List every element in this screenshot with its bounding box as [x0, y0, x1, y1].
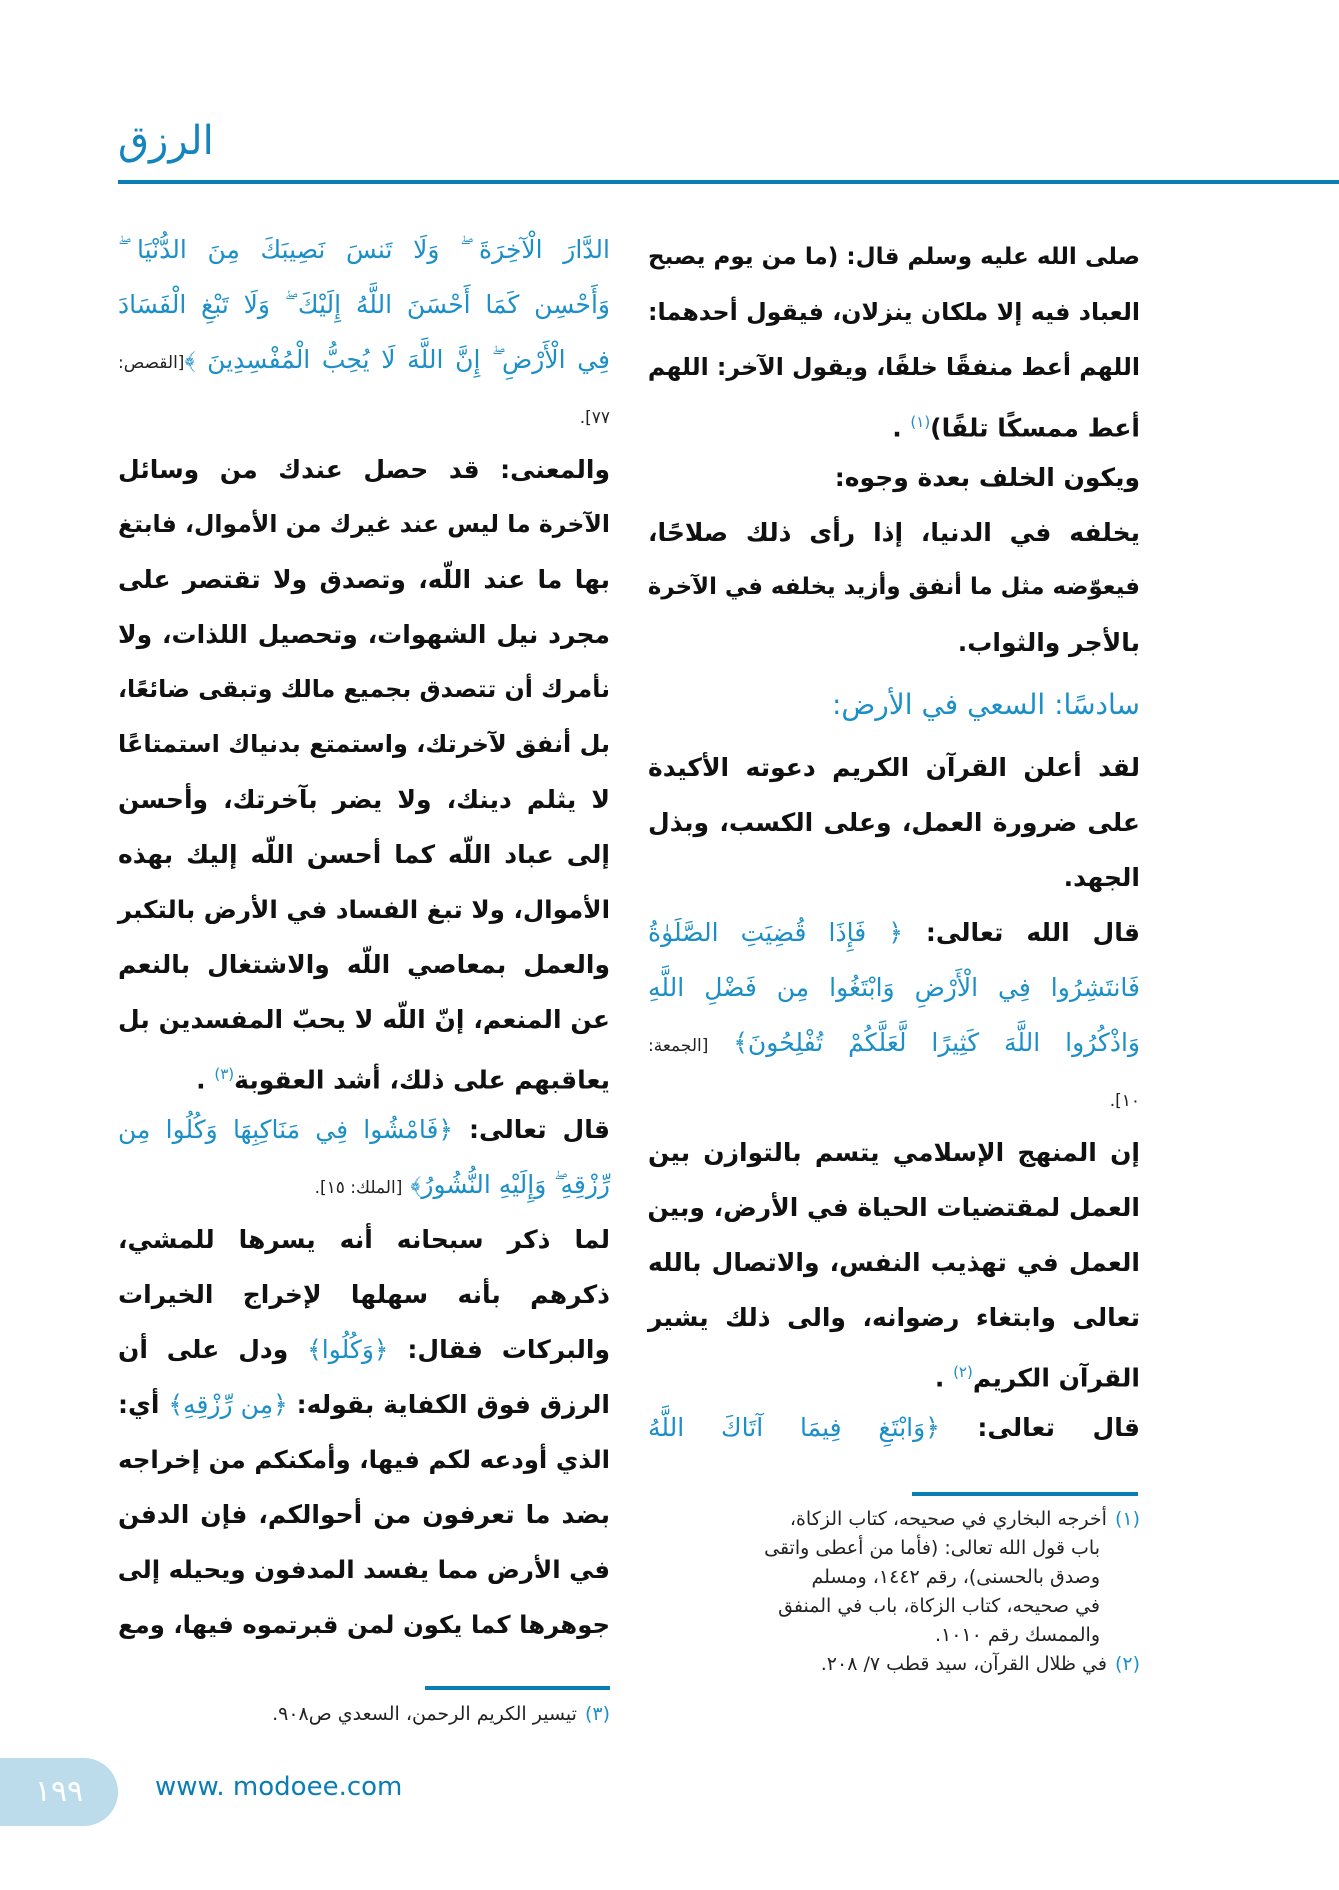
quran-verse: فِي الْأَرْضِ ۖ إِنَّ اللَّهَ لَا يُحِبُّ الْمُفْسِدِينَ ﴾ — [184, 345, 610, 374]
text-segment: بها ما عند اللّه، وتصدق ولا تقتصر على — [118, 565, 610, 594]
verse-reference: ٧٧]. — [579, 408, 610, 428]
footnote-separator — [912, 1492, 1138, 1496]
text-line — [648, 450, 1140, 505]
text-line — [118, 1597, 610, 1652]
footnote-text: تيسير الكريم الرحمن، السعدي ص٩٠٨. — [272, 1703, 577, 1725]
footnote-number: (٣) — [584, 1703, 610, 1725]
verse-reference: [القصص: — [118, 353, 185, 373]
text-line — [648, 560, 1140, 615]
footnote-text: والممسك رقم ١٠١٠. — [934, 1624, 1100, 1646]
footnote-line — [648, 1650, 1140, 1679]
quran-verse: ﴿وَكُلُوا﴾ — [307, 1335, 389, 1364]
text-segment: والعمل بمعاصي اللّه والاشتغال بالنعم — [118, 950, 610, 979]
text-line — [118, 717, 610, 772]
footnote-separator — [425, 1686, 610, 1690]
text-segment: فيعوّضه مثل ما أنفق وأزيد يخلفه في الآخرة — [647, 574, 1140, 600]
footnote-line — [118, 1700, 610, 1729]
text-line — [118, 662, 610, 717]
text-segment: العباد فيه إلا ملكان ينزلان، فيقول أحدهما: — [648, 298, 1140, 326]
text-segment: صلى الله عليه وسلم قال: (ما من يوم يصبح — [648, 244, 1140, 270]
text-segment: لا يثلم دينك، ولا يضر بآخرتك، وأحسن — [118, 785, 610, 814]
text-line — [118, 827, 610, 882]
footnote-line — [648, 1563, 1140, 1592]
footnote-text: في ظلال القرآن، سيد قطب ٧/ ٢٠٨. — [820, 1653, 1107, 1675]
text-segment: لما ذكر سبحانه أنه يسرها للمشي، — [118, 1225, 610, 1254]
verse-reference: [الجمعة: — [648, 1036, 709, 1056]
footnote-marker: (١) — [910, 413, 931, 431]
text-line — [648, 960, 1140, 1015]
text-segment: اللهم أعط منفقًا خلفًا، ويقول الآخر: اللهم — [647, 353, 1140, 381]
text-segment: ودل على أن — [118, 1335, 308, 1364]
footnote-line — [648, 1592, 1140, 1621]
footnotes-right — [648, 1505, 1140, 1679]
quran-verse: ﴿وَابْتَغِ فِيمَا آتَاكَ اللَّهُ — [648, 1413, 940, 1442]
footnote-line — [648, 1621, 1140, 1650]
text-segment: تعالى وابتغاء رضوانه، والى ذلك يشير — [648, 1303, 1140, 1332]
quran-verse: ﴿فَامْشُوا فِي مَنَاكِبِهَا وَكُلُوا مِن — [118, 1115, 454, 1144]
text-segment: العمل لمقتضيات الحياة في الأرض، وبين — [647, 1193, 1140, 1222]
text-segment: قال تعالى: — [453, 1115, 610, 1144]
footnote-line — [648, 1505, 1140, 1534]
text-segment: على ضرورة العمل، وعلى الكسب، وبذل — [648, 808, 1140, 837]
text-line — [648, 1235, 1140, 1290]
footnote-line — [648, 1534, 1140, 1563]
footnote-text: باب قول الله تعالى: (فأما من أعطى واتقى — [764, 1537, 1100, 1559]
text-segment: سادسًا: السعي في الأرض: — [832, 688, 1140, 721]
chapter-title: الرزق — [118, 118, 214, 164]
text-line — [648, 395, 1140, 450]
text-segment: لقد أعلن القرآن الكريم دعوته الأكيدة — [648, 753, 1140, 782]
text-line — [118, 1157, 610, 1212]
footnote-number: (٢) — [1114, 1653, 1140, 1675]
text-line — [648, 1290, 1140, 1345]
text-segment: بل أنفق لآخرتك، واستمتع بدنياك استمتاعًا — [118, 730, 610, 758]
text-segment: في الأرض مما يفسد المدفون ويحيله إلى — [117, 1555, 610, 1584]
text-segment: القرآن الكريم — [972, 1363, 1140, 1393]
text-segment: قال الله تعالى: — [902, 918, 1140, 947]
text-line — [118, 1102, 610, 1157]
quran-verse: الدَّارَ الْآخِرَةَ ۖ وَلَا تَنسَ نَصِيبَكَ مِنَ الدُّنْيَا ۖ — [118, 235, 610, 264]
text-segment: ذكرهم بأنه سهلها لإخراج الخيرات — [118, 1280, 610, 1309]
text-line — [118, 1432, 610, 1487]
left-column — [118, 222, 610, 1652]
text-line — [648, 1400, 1140, 1455]
text-segment: نأمرك أن تتصدق بجميع مالك وتبقى ضائعًا، — [118, 675, 610, 703]
quran-verse: ﴿ فَإِذَا قُضِيَتِ الصَّلَوٰةُ — [648, 918, 903, 947]
footnote-text: وصدق بالحسنى)، رقم ١٤٤٢، ومسلم — [811, 1566, 1100, 1588]
text-segment: بضد ما تعرفون من أحوالكم، فإن الدفن — [118, 1500, 610, 1529]
text-segment: الآخرة ما ليس عند غيرك من الأموال، فابتغ — [118, 510, 610, 538]
text-line — [648, 740, 1140, 795]
text-segment: والمعنى: قد حصل عندك من وسائل — [118, 455, 610, 484]
text-segment: قال تعالى: — [939, 1413, 1141, 1442]
text-segment: الرزق فوق الكفاية بقوله: — [287, 1390, 611, 1419]
text-segment: ويكون الخلف بعدة وجوه: — [834, 463, 1140, 492]
text-segment: جوهرها كما يكون لمن قبرتموه فيها، ومع — [118, 1610, 610, 1639]
text-segment: إن المنهج الإسلامي يتسم بالتوازن بين — [648, 1138, 1140, 1167]
text-line — [118, 772, 610, 827]
text-line — [118, 1542, 610, 1597]
text-line — [118, 1047, 610, 1102]
text-line — [648, 1125, 1140, 1180]
text-segment: والبركات فقال: — [388, 1335, 611, 1364]
text-segment: الذي أودعه لكم فيها، وأمكنكم من إخراجه — [118, 1445, 610, 1474]
quran-verse: فَانتَشِرُوا فِي الْأَرْضِ وَابْتَغُوا مِن فَضْلِ اللَّهِ — [648, 973, 1140, 1002]
text-line — [118, 1377, 610, 1432]
quran-verse: وَأَحْسِن كَمَا أَحْسَنَ اللَّهُ إِلَيْكَ ۖ وَلَا تَبْغِ الْفَسَادَ — [118, 290, 610, 319]
text-segment: العمل في تهذيب النفس، والاتصال بالله — [648, 1248, 1140, 1277]
footnote-text: أخرجه البخاري في صحيحه، كتاب الزكاة، — [789, 1508, 1107, 1530]
text-line — [118, 992, 610, 1047]
text-line — [118, 1487, 610, 1542]
text-line — [648, 905, 1140, 960]
text-segment: إلى عباد اللّه كما أحسن اللّه إليك بهذه — [118, 840, 610, 869]
text-segment: يعاقبهم على ذلك، أشد العقوبة — [234, 1065, 610, 1095]
footnote-marker: (٢) — [953, 1363, 973, 1381]
text-segment: . — [892, 413, 911, 443]
text-line — [118, 222, 610, 277]
footnote-marker: (٣) — [214, 1065, 235, 1083]
text-segment: الجهد. — [1063, 863, 1140, 892]
text-line — [118, 552, 610, 607]
text-line — [648, 795, 1140, 850]
text-segment: مجرد نيل الشهوات، وتحصيل اللذات، ولا — [118, 620, 610, 649]
footnote-number: (١) — [1114, 1508, 1140, 1530]
text-segment: عن المنعم، إنّ اللّه لا يحبّ المفسدين بل — [118, 1005, 610, 1034]
page-number: ١٩٩ — [0, 1758, 118, 1826]
text-line — [118, 387, 610, 442]
text-line — [118, 332, 610, 387]
text-line — [118, 277, 610, 332]
text-line — [648, 505, 1140, 560]
text-segment: . — [196, 1065, 215, 1095]
website-link[interactable]: www. modoee.com — [155, 1772, 403, 1802]
verse-reference: ١٠]. — [1109, 1091, 1140, 1111]
text-segment: يخلفه في الدنيا، إذا رأى ذلك صلاحًا، — [648, 518, 1140, 547]
text-line — [118, 1212, 610, 1267]
text-line — [118, 607, 610, 662]
text-line — [648, 340, 1140, 395]
text-line — [118, 882, 610, 937]
text-line — [648, 1015, 1140, 1070]
verse-reference: [الملك: ١٥]. — [314, 1178, 403, 1198]
footnote-text: في صحيحه، كتاب الزكاة، باب في المنفق — [778, 1595, 1100, 1617]
text-line — [118, 937, 610, 992]
footnotes-left — [118, 1700, 610, 1729]
quran-verse: ﴿مِن رِّزْقِهِ﴾ — [168, 1390, 288, 1419]
text-segment: الأموال، ولا تبغ الفساد في الأرض بالتكبر — [117, 895, 610, 924]
text-segment: . — [934, 1363, 954, 1393]
text-segment: أي: — [118, 1390, 169, 1419]
text-segment: أعط ممسكًا تلفًا) — [930, 413, 1140, 443]
quran-verse: رِّزْقِهِ ۖ وَإِلَيْهِ النُّشُورُ﴾ — [402, 1170, 610, 1199]
text-line — [648, 1070, 1140, 1125]
text-line — [118, 1267, 610, 1322]
section-heading — [648, 670, 1140, 740]
text-line — [648, 850, 1140, 905]
text-line — [648, 615, 1140, 670]
text-line — [648, 230, 1140, 285]
quran-verse: وَاذْكُرُوا اللَّهَ كَثِيرًا لَّعَلَّكُمْ تُفْلِحُونَ﴾ — [708, 1028, 1140, 1057]
text-line — [648, 1180, 1140, 1235]
text-segment: بالأجر والثواب. — [957, 628, 1140, 657]
text-line — [118, 497, 610, 552]
text-line — [118, 442, 610, 497]
text-line — [118, 1322, 610, 1377]
header-rule — [118, 180, 1339, 184]
text-line — [648, 285, 1140, 340]
text-line — [648, 1345, 1140, 1400]
right-column — [648, 230, 1140, 1455]
